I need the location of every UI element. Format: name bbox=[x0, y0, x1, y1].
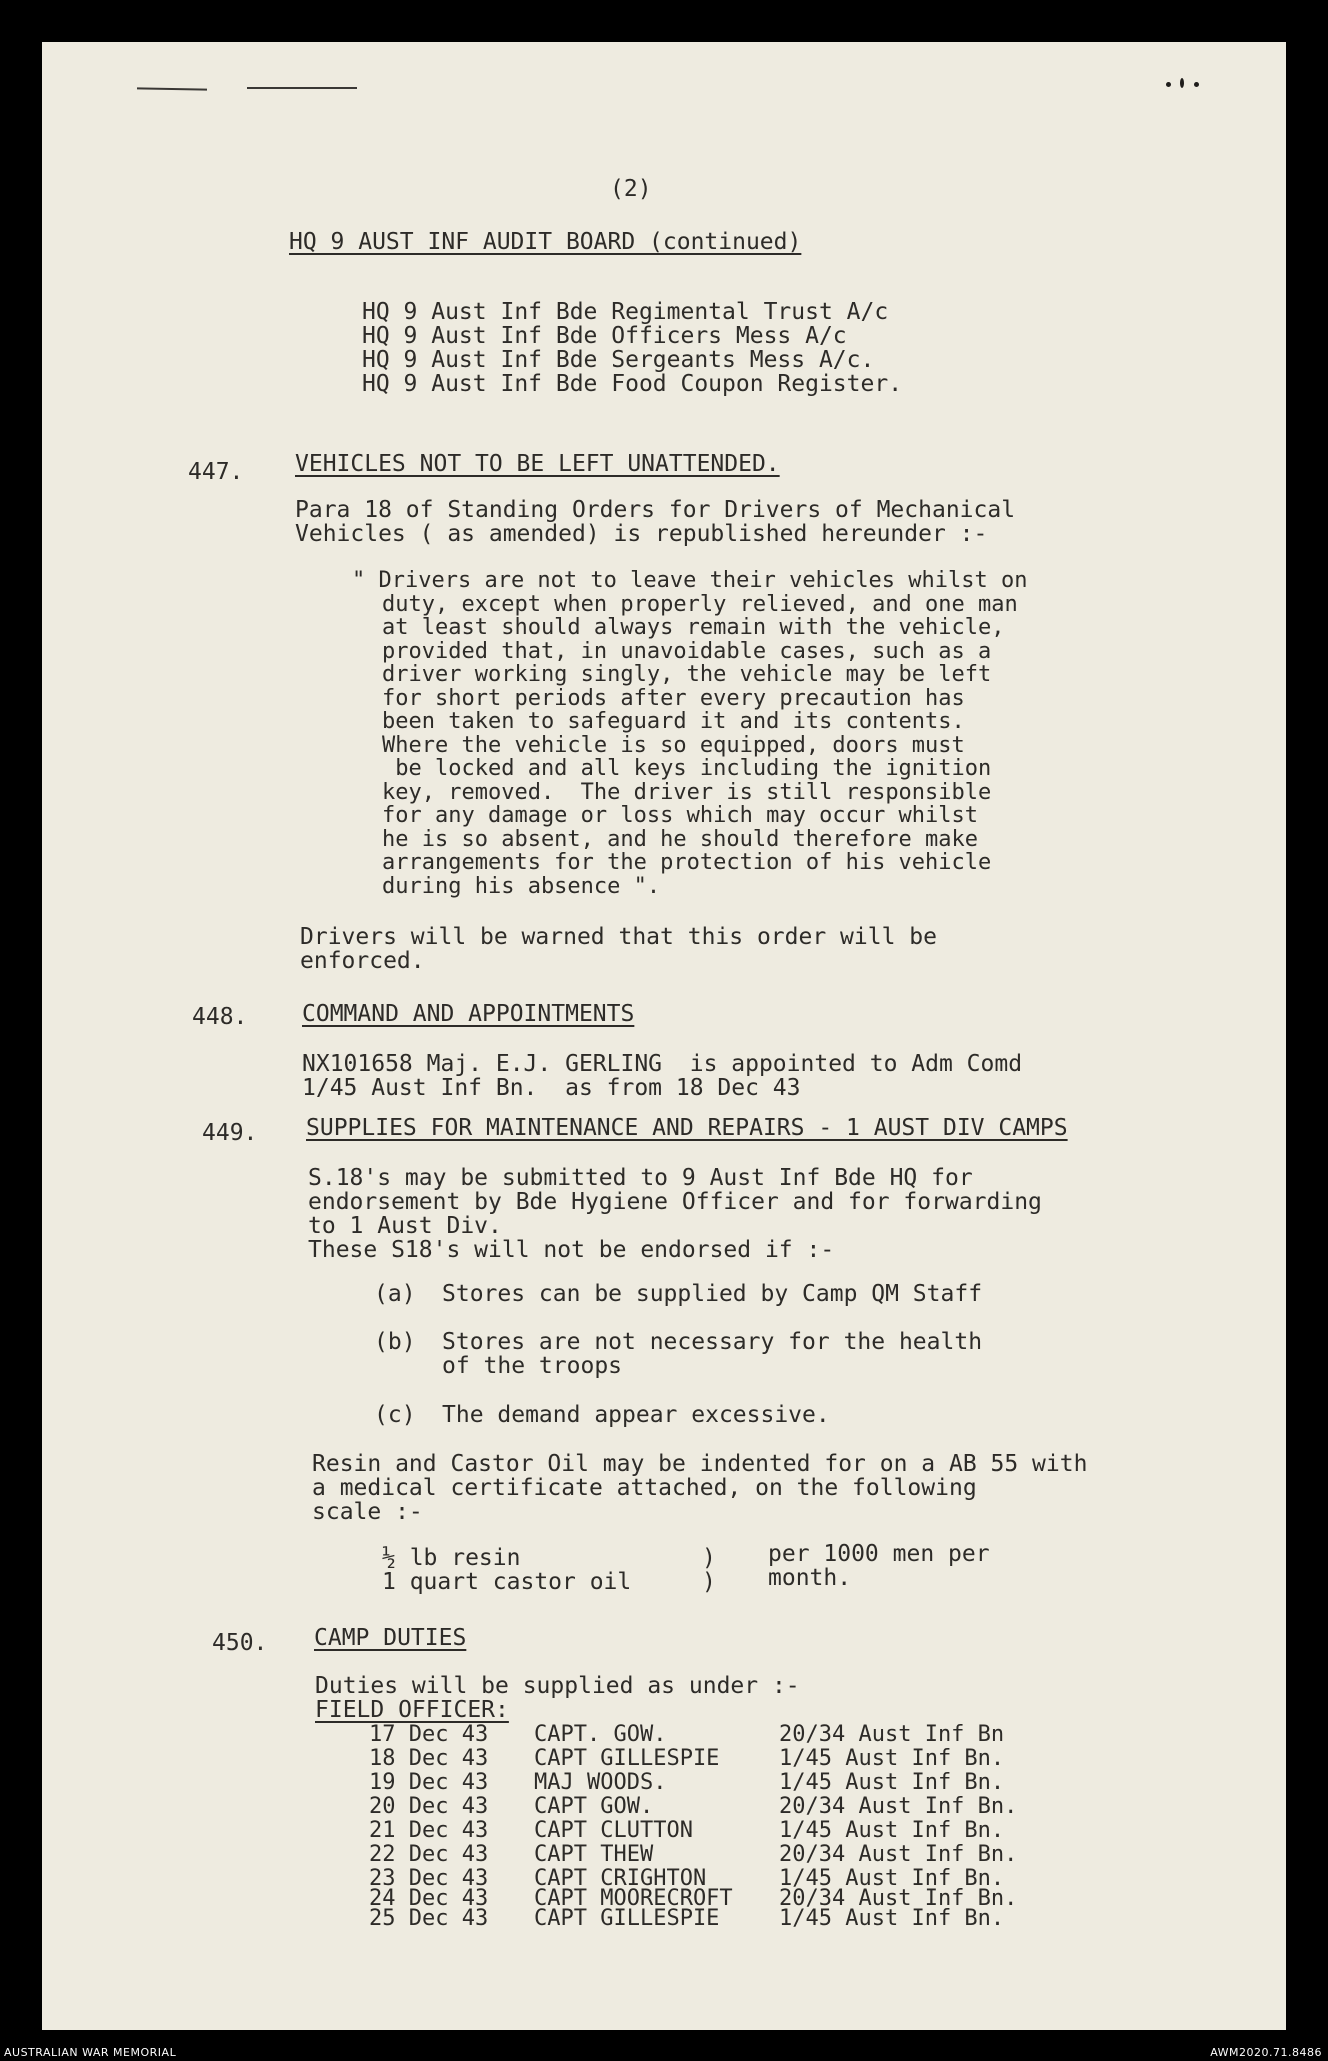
condition-text: The demand appear excessive. bbox=[442, 1402, 830, 1428]
section-449-body: These S18's will not be endorsed if :- bbox=[308, 1237, 835, 1263]
scale-rate: per 1000 men per bbox=[768, 1541, 990, 1567]
section-447-closing: Drivers will be warned that this order will be bbox=[300, 924, 937, 950]
scale-rate: month. bbox=[768, 1565, 852, 1591]
duty-officer: CAPT GILLESPIE bbox=[534, 1746, 720, 1771]
resin-text: scale :- bbox=[312, 1499, 423, 1525]
section-450-title: CAMP DUTIES bbox=[314, 1625, 467, 1651]
duty-date: 20 Dec 43 bbox=[369, 1794, 489, 1819]
quote-line: for short periods after every precaution has bbox=[382, 686, 965, 711]
duty-officer: CAPT GOW. bbox=[534, 1794, 654, 1819]
duty-date: 17 Dec 43 bbox=[369, 1722, 489, 1747]
section-449-number: 449. bbox=[202, 1120, 258, 1146]
duty-row bbox=[369, 1794, 1129, 1818]
duty-unit: 20/34 Aust Inf Bn bbox=[779, 1722, 1005, 1747]
duty-date: 25 Dec 43 bbox=[369, 1906, 489, 1931]
section-450-number: 450. bbox=[212, 1630, 268, 1656]
duty-row bbox=[369, 1746, 1129, 1770]
section-448-number: 448. bbox=[192, 1004, 248, 1030]
quote-line: driver working singly, the vehicle may be left bbox=[382, 662, 992, 687]
condition-label: (a) bbox=[374, 1281, 416, 1307]
scale-bracket: ) bbox=[702, 1569, 716, 1595]
duty-row bbox=[369, 1770, 1129, 1794]
quote-line: Where the vehicle is so equipped, doors must bbox=[382, 733, 965, 758]
quote-line: he is so absent, and he should therefore make bbox=[382, 827, 979, 852]
quote-line: during his absence ". bbox=[382, 874, 661, 899]
duty-row bbox=[369, 1842, 1129, 1866]
duty-officer: CAPT MOORECROFT bbox=[534, 1886, 733, 1911]
quote-line: key, removed. The driver is still responsible bbox=[382, 780, 992, 805]
quote-line: for any damage or loss which may occur whilst bbox=[382, 803, 979, 828]
audit-item: HQ 9 Aust Inf Bde Officers Mess A/c bbox=[362, 323, 847, 349]
quote-line: been taken to safeguard it and its contents. bbox=[382, 709, 965, 734]
duty-unit: 1/45 Aust Inf Bn. bbox=[779, 1746, 1005, 1771]
audit-item: HQ 9 Aust Inf Bde Sergeants Mess A/c. bbox=[362, 347, 875, 373]
condition-text: of the troops bbox=[442, 1353, 623, 1379]
scale-item: ½ lb resin bbox=[382, 1545, 521, 1571]
duty-officer: CAPT GILLESPIE bbox=[534, 1906, 720, 1931]
duty-date: 18 Dec 43 bbox=[369, 1746, 489, 1771]
section-450-intro: Duties will be supplied as under :- bbox=[315, 1673, 800, 1699]
duty-unit: 1/45 Aust Inf Bn. bbox=[779, 1866, 1005, 1891]
duty-unit: 20/34 Aust Inf Bn. bbox=[779, 1886, 1018, 1911]
ink-speck bbox=[1166, 82, 1171, 87]
footer-right: AWM2020.71.8486 bbox=[1210, 2046, 1322, 2059]
condition-text: Stores are not necessary for the health bbox=[442, 1329, 983, 1355]
section-449-body: to 1 Aust Div. bbox=[308, 1213, 502, 1239]
ink-speck bbox=[1194, 82, 1199, 87]
duty-unit: 1/45 Aust Inf Bn. bbox=[779, 1770, 1005, 1795]
duty-officer: MAJ WOODS. bbox=[534, 1770, 667, 1795]
resin-text: a medical certificate attached, on the following bbox=[312, 1475, 977, 1501]
duty-row bbox=[369, 1906, 1129, 1930]
duty-date: 21 Dec 43 bbox=[369, 1818, 489, 1843]
duty-unit: 1/45 Aust Inf Bn. bbox=[779, 1906, 1005, 1931]
duty-date: 24 Dec 43 bbox=[369, 1886, 489, 1911]
duty-officer: CAPT CRIGHTON bbox=[534, 1866, 707, 1891]
condition-label: (c) bbox=[374, 1402, 416, 1428]
condition-text: Stores can be supplied by Camp QM Staff bbox=[442, 1281, 983, 1307]
duty-date: 23 Dec 43 bbox=[369, 1866, 489, 1891]
top-rule-mark bbox=[137, 87, 207, 90]
section-448-title: COMMAND AND APPOINTMENTS bbox=[302, 1001, 635, 1027]
duty-officer: CAPT. GOW. bbox=[534, 1722, 667, 1747]
condition-label: (b) bbox=[374, 1329, 416, 1355]
section-449-title: SUPPLIES FOR MAINTENANCE AND REPAIRS - 1 AUST DIV CAMPS bbox=[306, 1115, 1068, 1141]
quote-line: " Drivers are not to leave their vehicles whilst on bbox=[352, 568, 1028, 593]
duty-unit: 1/45 Aust Inf Bn. bbox=[779, 1818, 1005, 1843]
document-page bbox=[42, 42, 1286, 2030]
scale-item: 1 quart castor oil bbox=[382, 1569, 632, 1595]
quote-line: arrangements for the protection of his vehicle bbox=[382, 850, 992, 875]
page-number: (2) bbox=[610, 176, 652, 202]
duty-unit: 20/34 Aust Inf Bn. bbox=[779, 1842, 1018, 1867]
ink-speck bbox=[1180, 78, 1184, 88]
audit-item: HQ 9 Aust Inf Bde Regimental Trust A/c bbox=[362, 299, 889, 325]
section-449-body: endorsement by Bde Hygiene Officer and for forwarding bbox=[308, 1189, 1042, 1215]
section-448-body: 1/45 Aust Inf Bn. as from 18 Dec 43 bbox=[302, 1075, 801, 1101]
duty-date: 19 Dec 43 bbox=[369, 1770, 489, 1795]
field-officer-heading: FIELD OFFICER: bbox=[315, 1697, 509, 1723]
section-447-closing: enforced. bbox=[300, 948, 425, 974]
audit-board-header: HQ 9 AUST INF AUDIT BOARD (continued) bbox=[289, 229, 802, 255]
scale-bracket: ) bbox=[702, 1545, 716, 1571]
quote-line: duty, except when properly relieved, and one man bbox=[382, 592, 1018, 617]
section-447-number: 447. bbox=[188, 459, 244, 485]
audit-item: HQ 9 Aust Inf Bde Food Coupon Register. bbox=[362, 371, 903, 397]
quote-line: provided that, in unavoidable cases, such as a bbox=[382, 639, 992, 664]
quote-line: be locked and all keys including the ignition bbox=[382, 756, 992, 781]
duty-date: 22 Dec 43 bbox=[369, 1842, 489, 1867]
duty-officer: CAPT CLUTTON bbox=[534, 1818, 693, 1843]
section-448-body: NX101658 Maj. E.J. GERLING is appointed to Adm Comd bbox=[302, 1051, 1023, 1077]
top-rule-mark bbox=[247, 87, 357, 89]
section-447-intro: Vehicles ( as amended) is republished hereunder :- bbox=[295, 521, 988, 547]
quote-line: at least should always remain with the vehicle, bbox=[382, 615, 1005, 640]
footer-left: AUSTRALIAN WAR MEMORIAL bbox=[4, 2046, 177, 2059]
section-447-intro: Para 18 of Standing Orders for Drivers of Mechanical bbox=[295, 497, 1016, 523]
duty-row bbox=[369, 1722, 1129, 1746]
section-447-title: VEHICLES NOT TO BE LEFT UNATTENDED. bbox=[295, 451, 780, 477]
section-449-body: S.18's may be submitted to 9 Aust Inf Bde HQ for bbox=[308, 1165, 973, 1191]
duty-officer: CAPT THEW bbox=[534, 1842, 654, 1867]
duty-row bbox=[369, 1818, 1129, 1842]
duty-unit: 20/34 Aust Inf Bn. bbox=[779, 1794, 1018, 1819]
resin-text: Resin and Castor Oil may be indented for on a AB 55 with bbox=[312, 1451, 1088, 1477]
